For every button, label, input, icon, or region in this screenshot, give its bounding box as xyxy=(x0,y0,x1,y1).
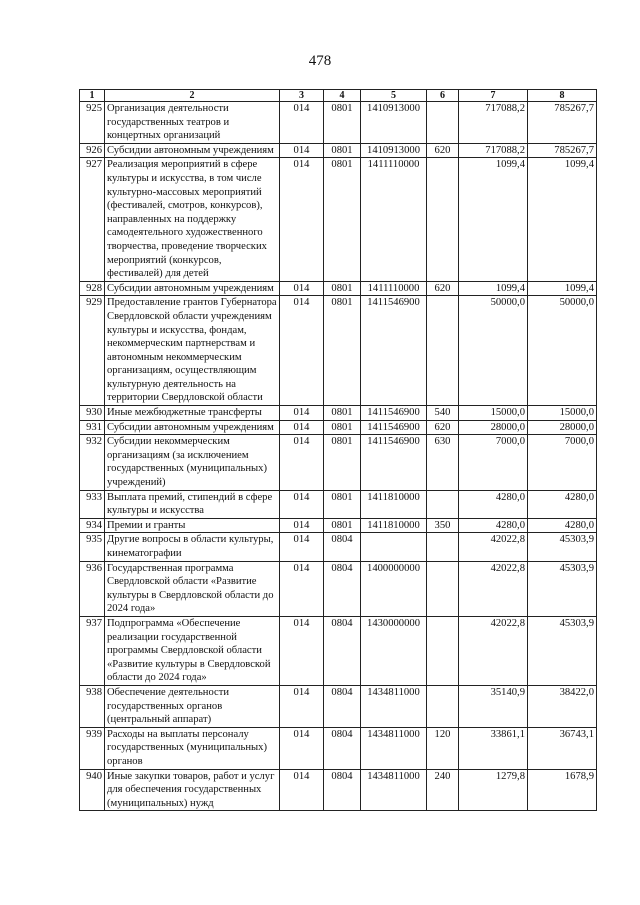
expense-type-code: 630 xyxy=(427,435,459,490)
target-article-code: 1410913000 xyxy=(361,143,427,158)
amount-year-1: 1279,8 xyxy=(459,769,528,811)
section-code: 0804 xyxy=(324,769,361,811)
column-header: 8 xyxy=(528,90,597,102)
expense-type-code: 620 xyxy=(427,420,459,435)
row-number: 940 xyxy=(80,769,105,811)
amount-year-1: 717088,2 xyxy=(459,143,528,158)
ministry-code: 014 xyxy=(280,435,324,490)
target-article-code: 1400000000 xyxy=(361,561,427,616)
ministry-code: 014 xyxy=(280,158,324,281)
amount-year-1: 717088,2 xyxy=(459,102,528,144)
table-row xyxy=(80,685,597,727)
expense-name: Предоставление грантов Губернатора Свердловской области учреждениям культуры и искусства, фондам, некоммерческим партнерствам и автономным некоммерческим организациям, осуществляющим культурную деятельность на территории Свердловской области xyxy=(105,296,280,406)
section-code: 0804 xyxy=(324,685,361,727)
expense-name: Расходы на выплаты персоналу государственных (муниципальных) органов xyxy=(105,727,280,769)
section-code: 0801 xyxy=(324,435,361,490)
table-row xyxy=(80,533,597,561)
expense-type-code xyxy=(427,296,459,406)
expense-name: Субсидии автономным учреждениям xyxy=(105,281,280,296)
column-header: 7 xyxy=(459,90,528,102)
page-number: 478 xyxy=(308,53,332,69)
section-code: 0804 xyxy=(324,616,361,685)
table-row xyxy=(80,406,597,421)
ministry-code: 014 xyxy=(280,518,324,533)
target-article-code: 1411546900 xyxy=(361,296,427,406)
target-article-code: 1430000000 xyxy=(361,616,427,685)
section-code: 0801 xyxy=(324,518,361,533)
row-number: 928 xyxy=(80,281,105,296)
ministry-code: 014 xyxy=(280,281,324,296)
amount-year-2: 785267,7 xyxy=(528,102,597,144)
expense-name: Подпрограмма «Обеспечение реализации государственной программы Свердловской области «Развитие культуры в Свердловской области до 2024 года» xyxy=(105,616,280,685)
amount-year-2: 50000,0 xyxy=(528,296,597,406)
expense-name: Иные закупки товаров, работ и услуг для обеспечения государственных (муниципальных) нужд xyxy=(105,769,280,811)
amount-year-1: 33861,1 xyxy=(459,727,528,769)
table-row xyxy=(80,143,597,158)
table-row xyxy=(80,518,597,533)
ministry-code: 014 xyxy=(280,420,324,435)
amount-year-2: 15000,0 xyxy=(528,406,597,421)
expense-name: Обеспечение деятельности государственных органов (центральный аппарат) xyxy=(105,685,280,727)
amount-year-1: 15000,0 xyxy=(459,406,528,421)
row-number: 929 xyxy=(80,296,105,406)
row-number: 927 xyxy=(80,158,105,281)
amount-year-1: 42022,8 xyxy=(459,533,528,561)
target-article-code: 1434811000 xyxy=(361,685,427,727)
amount-year-2: 45303,9 xyxy=(528,616,597,685)
expense-type-code: 350 xyxy=(427,518,459,533)
amount-year-2: 4280,0 xyxy=(528,490,597,518)
table-row xyxy=(80,296,597,406)
amount-year-1: 50000,0 xyxy=(459,296,528,406)
budget-table xyxy=(79,89,597,811)
expense-name: Организация деятельности государственных театров и концертных организаций xyxy=(105,102,280,144)
expense-name: Субсидии некоммерческим организациям (за исключением государственных (муниципальных) учреждений) xyxy=(105,435,280,490)
amount-year-2: 1099,4 xyxy=(528,281,597,296)
amount-year-1: 4280,0 xyxy=(459,518,528,533)
expense-type-code: 120 xyxy=(427,727,459,769)
column-header: 4 xyxy=(324,90,361,102)
ministry-code: 014 xyxy=(280,561,324,616)
section-code: 0801 xyxy=(324,490,361,518)
table-row xyxy=(80,727,597,769)
expense-name: Реализация мероприятий в сфере культуры и искусства, в том числе культурно-массовых мероприятий (фестивалей, смотров, конкурсов), направленных на поддержку самодеятельного художественного творчества, проведение творческих мероприятий (конкурсов, фестивалей) для детей xyxy=(105,158,280,281)
target-article-code: 1410913000 xyxy=(361,102,427,144)
row-number: 938 xyxy=(80,685,105,727)
table-row xyxy=(80,561,597,616)
table-row xyxy=(80,281,597,296)
row-number: 931 xyxy=(80,420,105,435)
row-number: 933 xyxy=(80,490,105,518)
section-code: 0801 xyxy=(324,420,361,435)
row-number: 935 xyxy=(80,533,105,561)
amount-year-1: 42022,8 xyxy=(459,616,528,685)
amount-year-1: 1099,4 xyxy=(459,158,528,281)
column-header: 6 xyxy=(427,90,459,102)
amount-year-2: 4280,0 xyxy=(528,518,597,533)
target-article-code: 1411546900 xyxy=(361,435,427,490)
ministry-code: 014 xyxy=(280,143,324,158)
amount-year-2: 28000,0 xyxy=(528,420,597,435)
expense-name: Другие вопросы в области культуры, кинематографии xyxy=(105,533,280,561)
section-code: 0801 xyxy=(324,158,361,281)
ministry-code: 014 xyxy=(280,616,324,685)
table-row xyxy=(80,158,597,281)
expense-type-code xyxy=(427,490,459,518)
target-article-code: 1411110000 xyxy=(361,158,427,281)
target-article-code: 1411546900 xyxy=(361,406,427,421)
section-code: 0801 xyxy=(324,406,361,421)
column-header: 2 xyxy=(105,90,280,102)
row-number: 936 xyxy=(80,561,105,616)
ministry-code: 014 xyxy=(280,296,324,406)
ministry-code: 014 xyxy=(280,490,324,518)
column-header: 5 xyxy=(361,90,427,102)
section-code: 0801 xyxy=(324,102,361,144)
expense-type-code xyxy=(427,102,459,144)
amount-year-2: 38422,0 xyxy=(528,685,597,727)
ministry-code: 014 xyxy=(280,533,324,561)
target-article-code: 1434811000 xyxy=(361,769,427,811)
target-article-code: 1411810000 xyxy=(361,490,427,518)
amount-year-1: 4280,0 xyxy=(459,490,528,518)
row-number: 937 xyxy=(80,616,105,685)
expense-name: Премии и гранты xyxy=(105,518,280,533)
table-row xyxy=(80,490,597,518)
section-code: 0804 xyxy=(324,727,361,769)
table-row xyxy=(80,616,597,685)
expense-type-code: 620 xyxy=(427,281,459,296)
header-row xyxy=(80,90,597,102)
expense-name: Государственная программа Свердловской области «Развитие культуры в Свердловской области до 2024 года» xyxy=(105,561,280,616)
expense-type-code: 540 xyxy=(427,406,459,421)
section-code: 0801 xyxy=(324,296,361,406)
target-article-code: 1434811000 xyxy=(361,727,427,769)
row-number: 934 xyxy=(80,518,105,533)
target-article-code: 1411546900 xyxy=(361,420,427,435)
row-number: 932 xyxy=(80,435,105,490)
expense-type-code xyxy=(427,158,459,281)
target-article-code: 1411810000 xyxy=(361,518,427,533)
table-row xyxy=(80,769,597,811)
ministry-code: 014 xyxy=(280,727,324,769)
column-header: 3 xyxy=(280,90,324,102)
row-number: 926 xyxy=(80,143,105,158)
ministry-code: 014 xyxy=(280,685,324,727)
expense-type-code: 240 xyxy=(427,769,459,811)
amount-year-2: 1678,9 xyxy=(528,769,597,811)
table-row xyxy=(80,102,597,144)
amount-year-1: 1099,4 xyxy=(459,281,528,296)
target-article-code xyxy=(361,533,427,561)
ministry-code: 014 xyxy=(280,406,324,421)
section-code: 0801 xyxy=(324,143,361,158)
column-header: 1 xyxy=(80,90,105,102)
amount-year-2: 45303,9 xyxy=(528,561,597,616)
expense-type-code xyxy=(427,616,459,685)
amount-year-2: 1099,4 xyxy=(528,158,597,281)
section-code: 0801 xyxy=(324,281,361,296)
expense-type-code xyxy=(427,533,459,561)
amount-year-1: 35140,9 xyxy=(459,685,528,727)
amount-year-1: 42022,8 xyxy=(459,561,528,616)
row-number: 925 xyxy=(80,102,105,144)
row-number: 930 xyxy=(80,406,105,421)
row-number: 939 xyxy=(80,727,105,769)
target-article-code: 1411110000 xyxy=(361,281,427,296)
table-row xyxy=(80,420,597,435)
expense-type-code xyxy=(427,685,459,727)
ministry-code: 014 xyxy=(280,102,324,144)
expense-name: Иные межбюджетные трансферты xyxy=(105,406,280,421)
expense-type-code: 620 xyxy=(427,143,459,158)
expense-name: Субсидии автономным учреждениям xyxy=(105,143,280,158)
amount-year-2: 785267,7 xyxy=(528,143,597,158)
expense-type-code xyxy=(427,561,459,616)
section-code: 0804 xyxy=(324,561,361,616)
amount-year-2: 36743,1 xyxy=(528,727,597,769)
amount-year-2: 7000,0 xyxy=(528,435,597,490)
amount-year-1: 7000,0 xyxy=(459,435,528,490)
ministry-code: 014 xyxy=(280,769,324,811)
amount-year-1: 28000,0 xyxy=(459,420,528,435)
expense-name: Выплата премий, стипендий в сфере культуры и искусства xyxy=(105,490,280,518)
section-code: 0804 xyxy=(324,533,361,561)
expense-name: Субсидии автономным учреждениям xyxy=(105,420,280,435)
amount-year-2: 45303,9 xyxy=(528,533,597,561)
table-row xyxy=(80,435,597,490)
